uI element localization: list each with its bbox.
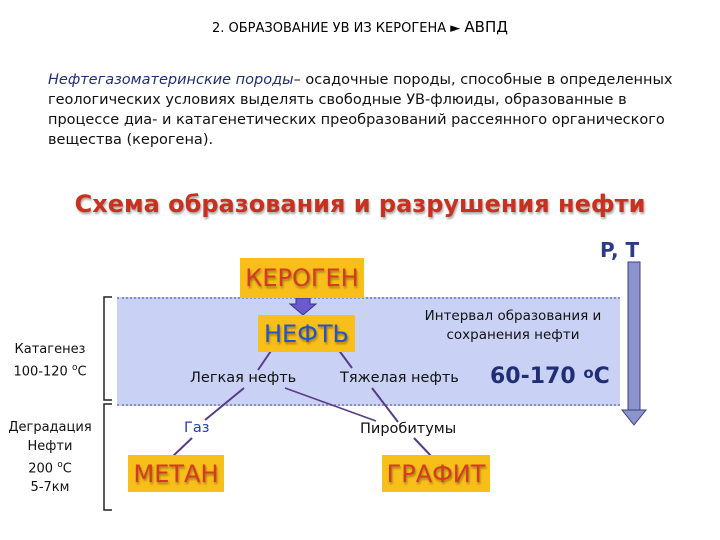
interval-text: Интервал образования и сохранения нефти	[424, 308, 602, 343]
katagenez-line2	[0, 359, 100, 381]
header-arrow-icon: ►	[450, 21, 461, 36]
degradation-bracket	[104, 404, 112, 510]
katagenez-temp: 100-120	[13, 364, 68, 380]
katagenez-letter: C	[77, 364, 87, 380]
scheme-title: Схема образования и разрушения нефти	[74, 190, 646, 218]
degradation-line1: Деградация	[8, 420, 92, 435]
degradation-label	[0, 418, 100, 497]
degradation-letter: C	[62, 461, 72, 477]
kerogen-to-neft-arrow	[290, 298, 316, 315]
kerogen-box: КЕРОГЕН	[240, 258, 364, 298]
katagenez-degree: o	[71, 363, 78, 373]
pyrobitumen-label: Пиробитумы	[360, 421, 457, 437]
gas-label: Газ	[184, 420, 210, 436]
intro-definition: – осадочные породы, способные в определенных геологических условиях выделять свободные УВ-флюиды, образованные в процессе диа- и катагенетических преобразований рассеянного органического вещества (керогена).	[48, 72, 673, 148]
methane-box: МЕТАН	[128, 455, 224, 492]
pt-arrow-head	[622, 410, 646, 425]
intro-term: Нефтегазоматеринские породы	[48, 72, 294, 88]
katagenez-line1: Катагенез	[14, 342, 86, 357]
light-oil-label: Легкая нефть	[190, 370, 297, 386]
degradation-degree: o	[57, 460, 63, 470]
interval-value: 60-170	[490, 364, 576, 389]
degradation-line4: 5-7км	[30, 480, 70, 496]
graphite-box: ГРАФИТ	[382, 455, 490, 492]
interval-unit-letter: C	[593, 364, 610, 389]
heavy-oil-label: Тяжелая нефть	[340, 370, 459, 386]
interval-temperature	[490, 364, 610, 389]
light-to-pyro-line	[285, 388, 376, 421]
degradation-line2: Нефти	[27, 439, 73, 454]
header-suffix: АВПД	[464, 18, 508, 36]
neft-box: НЕФТЬ	[258, 315, 355, 352]
heavy-to-pyro-line	[372, 388, 398, 422]
katagenez-bracket	[104, 297, 112, 400]
header-prefix: 2. ОБРАЗОВАНИЕ УВ ИЗ КЕРОГЕНА	[212, 21, 447, 36]
light-to-gas-line	[205, 388, 244, 420]
degradation-temp: 200	[28, 461, 54, 477]
katagenez-label	[0, 340, 100, 381]
interval-degree: o	[583, 364, 594, 382]
pt-label: P, T	[600, 238, 640, 262]
degradation-line3	[0, 456, 100, 478]
